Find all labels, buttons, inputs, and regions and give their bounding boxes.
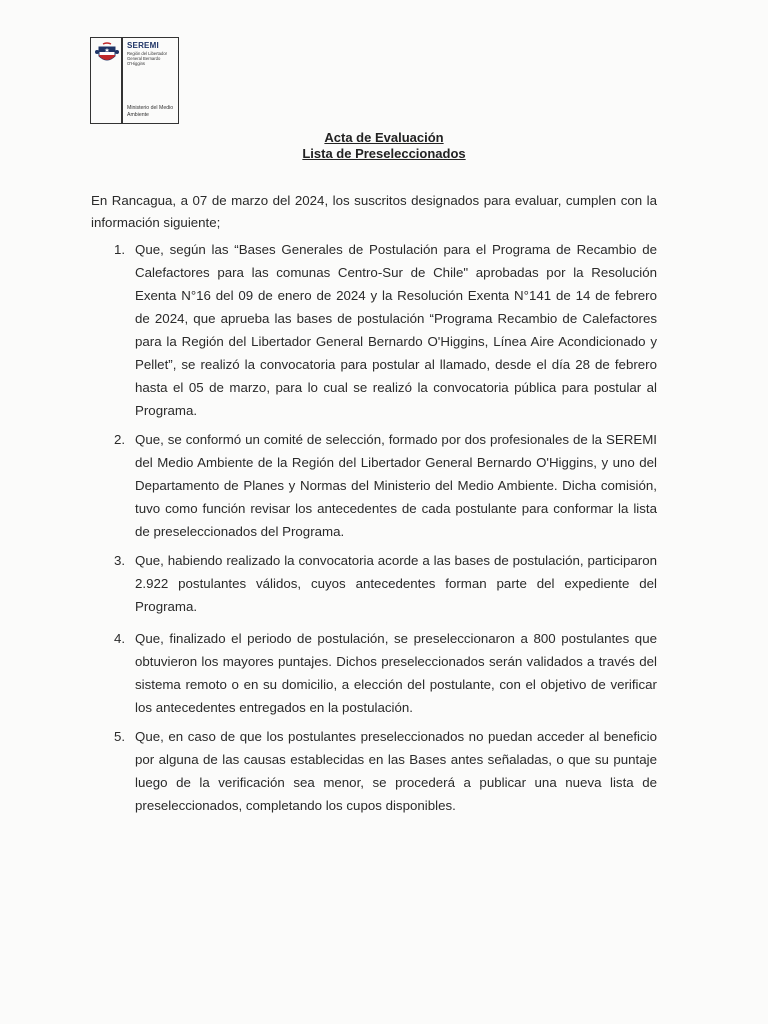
document-title: Acta de Evaluación xyxy=(324,130,444,145)
logo-ministry: Ministerio del Medio Ambiente xyxy=(127,105,174,118)
list-item-text: Que, finalizado el periodo de postulación, se preseleccionaron a 800 postulantes que obtuvieron los mayores puntajes. Dichos preseleccionados serán validados a través del sistema remoto o en su domicilio, a elección del postulante, con el objetivo de verificar los antecedentes entregados en la postulación. xyxy=(135,631,657,715)
list-item-text: Que, según las “Bases Generales de Postulación para el Programa de Recambio de Calefactores para las comunas Centro-Sur de Chile" aprobadas por la Resolución Exenta N°16 del 09 de enero de 2024 y la Resolución Exenta N°141 de 14 de febrero de 2024, que aprueba las bases de postulación “Programa Recambio de Calefactores para la Región del Libertador General Bernardo O'Higgins, Línea Aire Acondicionado y Pellet”, se realizó la convocatoria para postular al llamado, desde el día 28 de febrero hasta el 05 de marzo, para lo cual se realizó la convocatoria pública para postular al Programa. xyxy=(135,242,657,418)
list-item xyxy=(114,428,657,543)
list-item xyxy=(114,627,657,719)
list-item-text: Que, se conformó un comité de selección, formado por dos profesionales de la SEREMI del Medio Ambiente de la Región del Libertador General Bernardo O'Higgins, y uno del Departamento de Planes y Normas del Ministerio del Medio Ambiente. Dicha comisión, tuvo como función revisar los antecedentes de cada postulante para conformar la lista de preseleccionados del Programa. xyxy=(135,432,657,539)
list-item-number: 1. xyxy=(114,242,126,257)
list-item xyxy=(114,238,657,422)
logo-divider xyxy=(121,38,123,124)
logo-region: Región del Libertador General Bernardo O'Higgins xyxy=(127,51,168,66)
list-item-number: 4. xyxy=(114,631,126,646)
list-item-number: 3. xyxy=(114,553,126,568)
list-item-text: Que, en caso de que los postulantes preseleccionados no puedan acceder al beneficio por alguna de las causas establecidas en las Bases antes señaladas, o que su puntaje luego de la verificación sea menor, se procederá a publicar una nueva lista de preseleccionados, completando los cupos disponibles. xyxy=(135,729,657,813)
document-subtitle: Lista de Preseleccionados xyxy=(302,146,466,161)
seremi-logo xyxy=(90,37,179,124)
logo-org: SEREMI xyxy=(127,41,159,50)
list-item xyxy=(114,725,657,817)
list-item-number: 2. xyxy=(114,432,126,447)
chile-coat-of-arms-icon xyxy=(94,41,120,67)
list-item xyxy=(114,549,657,618)
list-item-text: Que, habiendo realizado la convocatoria acorde a las bases de postulación, participaron 2.922 postulantes válidos, cuyos antecedentes forman parte del expediente del Programa. xyxy=(135,553,657,614)
list-item-number: 5. xyxy=(114,729,126,744)
intro-paragraph: En Rancagua, a 07 de marzo del 2024, los suscritos designados para evaluar, cumplen con la información siguiente; xyxy=(91,193,657,230)
